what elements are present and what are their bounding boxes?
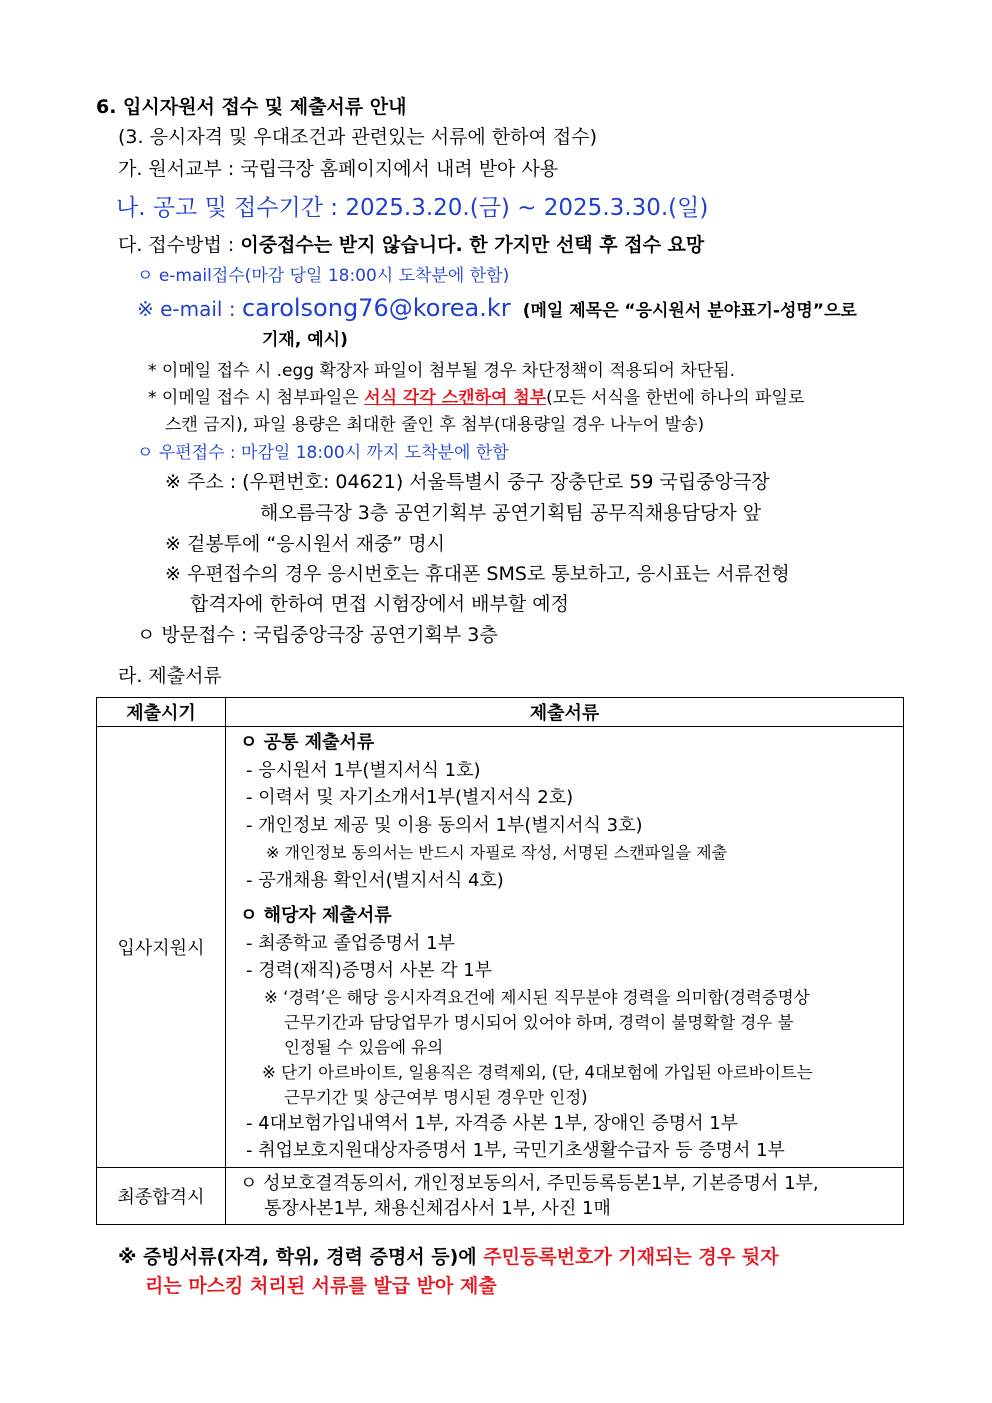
table-header-row: [97, 698, 904, 727]
email-note2-pre: * 이메일 접수 시 첨부파일은: [148, 388, 365, 408]
footer-note-black: ※ 증빙서류(자격, 학위, 경력 증명서 등)에: [118, 1246, 484, 1268]
email-line: [137, 294, 857, 323]
apply-documents-cell: [226, 727, 904, 1168]
list-item: - 취업보호지원대상자증명서 1부, 국민기초생활수급자 등 증명서 1부: [246, 1140, 785, 1162]
list-item: ㅇ 성보호결격동의서, 개인정보동의서, 주민등록등본1부, 기본증명서 1부,: [240, 1173, 819, 1194]
post-envelope-note: ※ 겉봉투에 “응시원서 재중” 명시: [165, 533, 446, 555]
visit-method: ㅇ 방문접수 : 국립중앙극장 공연기획부 3층: [137, 624, 498, 646]
list-item: 통장사본1부, 채용신체검사서 1부, 사진 1매: [264, 1198, 611, 1219]
post-sms-note-2: 합격자에 한하여 면접 시험장에서 배부할 예정: [190, 593, 569, 615]
email-note2-red: 서식 각각 스캔하여 첨부: [364, 388, 547, 408]
email-subject-rule-cont: 기재, 예시): [262, 330, 348, 350]
row-label-apply: 입사지원시: [97, 727, 226, 1168]
final-documents-cell: [226, 1168, 904, 1225]
common-docs-title: ㅇ 공통 제출서류: [240, 732, 375, 754]
email-note-egg-text: * 이메일 접수 시 .egg 확장자 파일이 첨부될 경우 차단정책이 적용되어 차단됨.: [148, 361, 736, 381]
header-timing: 제출시기: [97, 698, 226, 727]
list-item: - 개인정보 제공 및 이용 동의서 1부(별지서식 3호): [246, 814, 643, 836]
table-row: [97, 1168, 904, 1225]
list-item: - 최종학교 졸업증명서 1부: [246, 932, 455, 954]
post-sms-note-1: ※ 우편접수의 경우 응시번호는 휴대폰 SMS로 통보하고, 응시표는 서류전형: [165, 563, 790, 585]
table-row: [97, 727, 904, 1168]
email-address[interactable]: carolsong76@korea.kr: [241, 294, 511, 322]
post-address-1: ※ 주소 : (우편번호: 04621) 서울특별시 중구 장충단로 59 국립중앙극장: [165, 471, 770, 493]
email-note-attachment-cont: 스캔 금지), 파일 용량은 최대한 줄인 후 첨부(대용량일 경우 나누어 발송): [165, 415, 705, 435]
header-documents: 제출서류: [226, 698, 904, 727]
list-item-note: 인정될 수 있음에 유의: [284, 1037, 444, 1057]
list-item-note: ※ 개인정보 동의서는 반드시 자필로 작성, 서명된 스캔파일을 제출: [266, 843, 728, 863]
post-address-2: 해오름극장 3층 공연기획부 공연기획팀 공무직채용담당자 앞: [260, 502, 762, 524]
email-label: ※ e-mail :: [137, 297, 242, 321]
email-note-attachment: [148, 386, 804, 410]
email-method: ㅇ e-mail접수(마감 당일 18:00시 도착분에 한함): [137, 266, 510, 286]
list-item: - 4대보험가입내역서 1부, 자격증 사본 1부, 장애인 증명서 1부: [246, 1112, 739, 1134]
list-item-note: ※ ‘경력’은 해당 응시자격요건에 제시된 직무분야 경력을 의미함(경력증명상: [264, 987, 810, 1007]
footer-note-red-1: 주민등록번호가 기재되는 경우 뒷자: [483, 1246, 779, 1268]
specific-docs-title: ㅇ 해당자 제출서류: [240, 905, 392, 927]
list-item: - 이력서 및 자기소개서1부(별지서식 2호): [246, 787, 574, 809]
item-da: [118, 233, 704, 257]
item-na-period: 나. 공고 및 접수기간 : 2025.3.20.(금) ~ 2025.3.30.(일): [116, 195, 709, 221]
section-note: (3. 응시자격 및 우대조건과 관련있는 서류에 한하여 접수): [118, 126, 598, 148]
list-item-note: 근무기간 및 상근여부 명시된 경우만 인정): [284, 1087, 588, 1107]
list-item-note: 근무기간과 담당업무가 명시되어 있어야 하며, 경력이 불명확할 경우 불: [284, 1012, 794, 1032]
row-label-final: 최종합격시: [97, 1168, 226, 1225]
email-note2-post: (모든 서식을 한번에 하나의 파일로: [546, 388, 805, 408]
item-ra: 라. 제출서류: [118, 665, 222, 687]
item-da-bold: 이중접수는 받지 않습니다. 한 가지만 선택 후 접수 요망: [240, 234, 705, 256]
item-ga: 가. 원서교부 : 국립극장 홈페이지에서 내려 받아 사용: [118, 158, 559, 180]
list-item: - 응시원서 1부(별지서식 1호): [246, 759, 481, 781]
section-heading: 6. 입시자원서 접수 및 제출서류 안내: [96, 96, 407, 118]
footer-note-line-2: 리는 마스킹 처리된 서류를 발급 받아 제출: [145, 1275, 497, 1297]
item-da-label: 다. 접수방법 :: [118, 234, 241, 256]
list-item-note: ※ 단기 아르바이트, 일용직은 경력제외, (단, 4대보험에 가입된 아르바이트는: [262, 1062, 813, 1082]
email-note-egg: [148, 359, 735, 383]
post-method: ㅇ 우편접수 : 마감일 18:00시 까지 도착분에 한함: [137, 443, 509, 463]
list-item: - 공개채용 확인서(별지서식 4호): [246, 869, 504, 891]
list-item: - 경력(재직)증명서 사본 각 1부: [246, 960, 493, 982]
documents-table: [96, 697, 904, 1225]
email-subject-rule: (메일 제목은 “응시원서 분야표기-성명”으로: [522, 301, 857, 321]
footer-note-line-1: [118, 1245, 778, 1269]
